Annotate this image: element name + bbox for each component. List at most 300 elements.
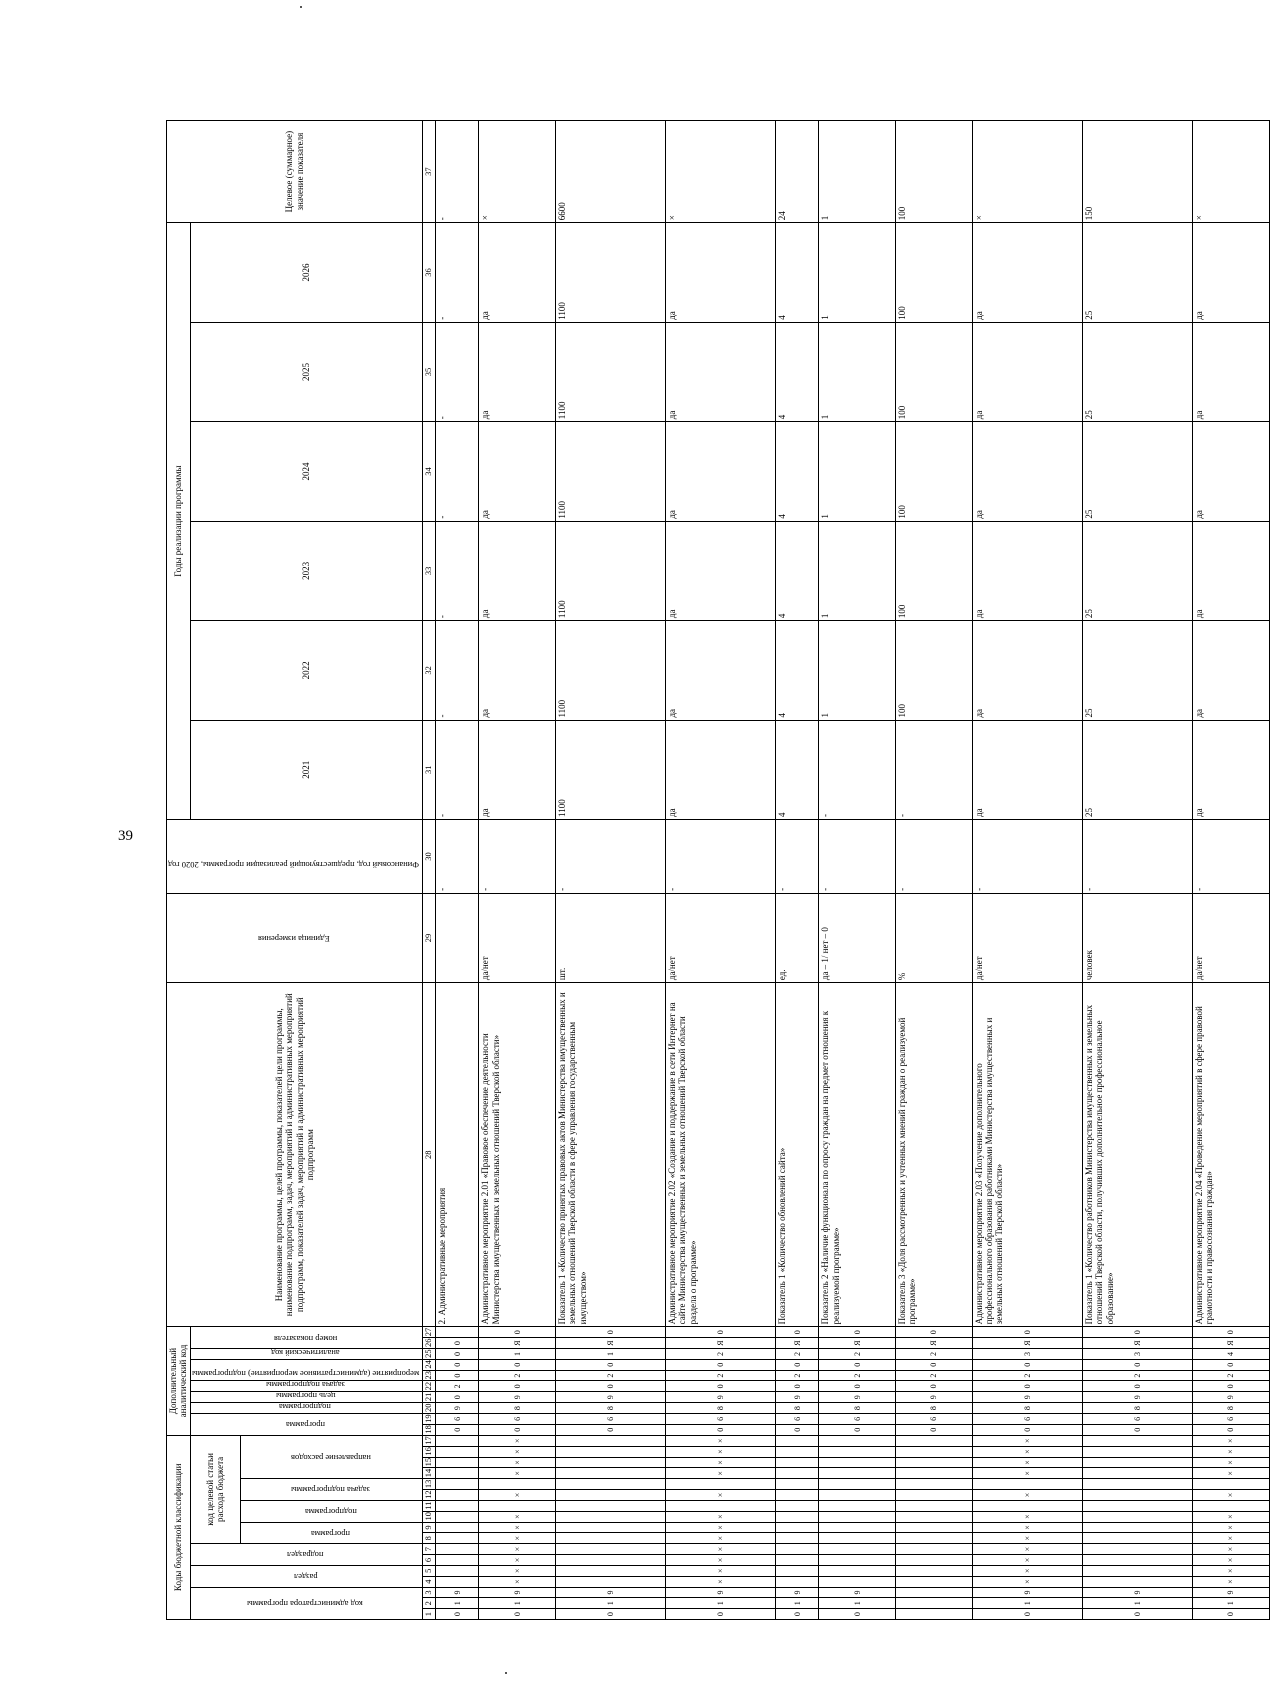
row-unit: % [896,893,973,982]
code-cell: 0 [1082,1327,1192,1338]
code-cell: × [666,1522,776,1533]
header-target: Целевое (суммарное) значение показателя [167,121,423,223]
code-cell: × [1192,1435,1269,1446]
row-name: Показатель 1 «Количество принятых правовых актов Министерства имущественных и земельных отношений Тверской области в сфере управления государственным имуществом» [555,983,665,1327]
row-name: Показатель 3 «Доля рассмотренных и учтенных мнений граждан о реализуемой программе» [896,983,973,1327]
code-cell [436,1565,479,1576]
code-cell: × [479,1435,556,1446]
code-cell [436,1555,479,1566]
row-unit: да/нет [972,893,1082,982]
code-cell [776,1435,819,1446]
row-year-value: 1 [819,521,896,620]
code-cell: 8 [555,1403,665,1414]
code-cell: × [479,1565,556,1576]
column-number: 2 [423,1598,436,1609]
code-cell [972,1500,1082,1511]
code-cell: 1 [1082,1598,1192,1609]
code-cell [896,1555,973,1566]
code-cell [1082,1511,1192,1522]
page-number: 39 [118,828,133,844]
row-year-value: 1 [819,621,896,720]
header-program: программа [241,1522,423,1544]
code-cell [555,1544,665,1555]
code-cell: × [1192,1468,1269,1479]
code-cell: × [666,1435,776,1446]
row-target: × [972,121,1082,223]
row-year-value: да [972,223,1082,323]
code-cell: 2 [1192,1370,1269,1381]
code-cell: 6 [436,1413,479,1424]
code-cell: × [972,1533,1082,1544]
row-year-value: - [436,720,479,819]
row-year-value: 25 [1082,621,1192,720]
row-name: Административное мероприятие 2.01 «Правовое обеспечение деятельности Министерства имущественных и земельных отношений Тверской области» [479,983,556,1327]
scan-mark [300,6,302,8]
code-cell: × [972,1435,1082,1446]
row-year-value: - [896,720,973,819]
row-target: × [1192,121,1269,223]
table-row [436,121,479,1620]
table-row [479,121,556,1620]
code-cell [555,1457,665,1468]
code-cell [1082,1457,1192,1468]
code-cell [1082,1490,1192,1501]
row-prev-year: - [819,819,896,893]
row-unit: да – 1/ нет – 0 [819,893,896,982]
row-year-value: 4 [776,720,819,819]
code-cell: × [479,1576,556,1587]
code-cell [555,1435,665,1446]
code-cell [436,1479,479,1490]
row-year-value: да [1192,223,1269,323]
code-cell: × [666,1533,776,1544]
row-year-value: 1 [819,223,896,323]
header-year-2023: 2023 [190,521,423,620]
code-cell: 0 [1192,1424,1269,1435]
code-cell: 0 [436,1370,479,1381]
code-cell: × [666,1490,776,1501]
code-cell: 0 [1082,1609,1192,1620]
row-year-value: да [666,322,776,421]
row-unit: да/нет [1192,893,1269,982]
code-cell: × [972,1555,1082,1566]
header-target-article: код целевой статьи расхода бюджета [190,1435,241,1544]
column-number: 21 [423,1392,436,1403]
row-prev-year: - [1082,819,1192,893]
row-name: Административное мероприятие 2.03 «Получение дополнительного профессионального образования работниками Министерства имущественных и земельных отношений Тверской области» [972,983,1082,1327]
code-cell: 0 [479,1381,556,1392]
code-cell: × [666,1457,776,1468]
code-cell: 9 [1082,1587,1192,1598]
code-cell [896,1576,973,1587]
code-cell [776,1490,819,1501]
code-cell: 0 [666,1327,776,1338]
code-cell [555,1576,665,1587]
header-years-title: Годы реализации программы [167,223,191,820]
code-cell: 6 [1192,1413,1269,1424]
row-year-value: 100 [896,223,973,323]
code-cell [1082,1500,1192,1511]
row-unit: ед. [776,893,819,982]
row-year-value: да [1192,720,1269,819]
code-cell [819,1555,896,1566]
code-cell [555,1555,665,1566]
code-cell: 4 [1192,1349,1269,1360]
code-cell: × [1192,1511,1269,1522]
column-number: 15 [423,1457,436,1468]
row-target: 24 [776,121,819,223]
code-cell: 2 [896,1370,973,1381]
code-cell: 0 [555,1424,665,1435]
code-cell [436,1522,479,1533]
column-number: 34 [423,422,436,521]
code-cell: 6 [972,1413,1082,1424]
column-number: 32 [423,621,436,720]
code-cell: 0 [436,1392,479,1403]
code-cell [436,1435,479,1446]
code-cell [896,1533,973,1544]
header-budget-codes: Коды бюджетной классификации [167,1435,191,1619]
code-cell [1192,1479,1269,1490]
code-cell: × [666,1576,776,1587]
row-name: Административное мероприятие 2.02 «Создание и поддержание в сети Интернет на сайте Министерства имущественных и земельных отношений Тверской области раздела о программе» [666,983,776,1327]
code-cell [436,1533,479,1544]
code-cell: × [479,1544,556,1555]
row-year-value: да [479,322,556,421]
code-cell: 8 [776,1403,819,1414]
code-cell: 1 [776,1598,819,1609]
code-cell [819,1565,896,1576]
code-cell [1082,1555,1192,1566]
code-cell: 0 [555,1359,665,1370]
code-cell: 9 [666,1392,776,1403]
code-cell [1082,1446,1192,1457]
code-cell: 0 [972,1381,1082,1392]
code-cell [896,1446,973,1457]
code-cell [1082,1565,1192,1576]
row-year-value: да [972,621,1082,720]
code-cell: 0 [896,1424,973,1435]
code-cell: 9 [819,1392,896,1403]
header-year-2024: 2024 [190,422,423,521]
code-cell: × [666,1468,776,1479]
row-prev-year: - [776,819,819,893]
column-number: 8 [423,1533,436,1544]
code-cell: 0 [436,1424,479,1435]
row-year-value: 4 [776,621,819,720]
column-number: 10 [423,1511,436,1522]
row-prev-year: - [896,819,973,893]
table-row [972,121,1082,1620]
row-target: × [479,121,556,223]
row-year-value: да [479,422,556,521]
code-cell: 0 [896,1359,973,1370]
row-year-value: да [1192,322,1269,421]
code-cell: 9 [479,1392,556,1403]
code-cell: × [1192,1555,1269,1566]
code-cell: 0 [436,1609,479,1620]
code-cell [1082,1479,1192,1490]
row-year-value: 25 [1082,521,1192,620]
code-cell [479,1500,556,1511]
table-row [776,121,819,1620]
code-cell: 2 [1082,1370,1192,1381]
code-cell [1082,1533,1192,1544]
code-cell: 0 [555,1327,665,1338]
column-number: 23 [423,1370,436,1381]
code-cell: 6 [776,1413,819,1424]
row-year-value: - [819,720,896,819]
code-cell: 2 [436,1381,479,1392]
code-cell [776,1576,819,1587]
row-year-value: 1100 [555,422,665,521]
row-target: 1 [819,121,896,223]
header-year-2025: 2025 [190,322,423,421]
row-name: Административное мероприятие 2.04 «Проведение мероприятий в сфере правовой грамотности и правосознания граждан» [1192,983,1269,1327]
code-cell: 6 [479,1413,556,1424]
code-cell: × [972,1511,1082,1522]
header-admin-event: мероприятие (административное мероприятие) подпрограммы [190,1359,423,1381]
column-number: 37 [423,121,436,223]
code-cell: 9 [666,1587,776,1598]
code-cell: 1 [555,1598,665,1609]
code-cell: × [479,1446,556,1457]
code-cell: × [972,1468,1082,1479]
header-subprogram-task: задача подпрограммы [241,1479,423,1501]
column-number: 4 [423,1576,436,1587]
header-indicator-number: номер показателя [190,1327,423,1349]
code-cell [1082,1522,1192,1533]
row-year-value: - [436,422,479,521]
column-number: 17 [423,1435,436,1446]
code-cell: 1 [972,1598,1082,1609]
code-cell: 0 [436,1359,479,1370]
code-cell [776,1555,819,1566]
code-cell [1192,1500,1269,1511]
column-number: 33 [423,521,436,620]
code-cell: Я [819,1338,896,1349]
code-cell: × [972,1544,1082,1555]
code-cell: Я [666,1338,776,1349]
code-cell: 2 [819,1349,896,1360]
code-cell [1082,1435,1192,1446]
header-section: раздел [190,1565,423,1587]
row-year-value: - [436,521,479,620]
code-cell: 9 [436,1403,479,1414]
code-cell [436,1446,479,1457]
code-cell [436,1544,479,1555]
code-cell: × [1192,1565,1269,1576]
code-cell: 0 [776,1327,819,1338]
column-number: 20 [423,1403,436,1414]
code-cell: × [972,1576,1082,1587]
row-year-value: 1100 [555,621,665,720]
code-cell: Я [555,1338,665,1349]
code-cell [819,1544,896,1555]
code-cell [776,1522,819,1533]
code-cell: 8 [1082,1403,1192,1414]
column-number: 13 [423,1479,436,1490]
header-subprogram-add: подпрограмма [190,1403,423,1414]
row-year-value: да [1192,521,1269,620]
code-cell [1082,1544,1192,1555]
code-cell: 2 [479,1370,556,1381]
code-cell [666,1479,776,1490]
code-cell [436,1500,479,1511]
code-cell: × [666,1544,776,1555]
code-cell: Я [1192,1338,1269,1349]
row-year-value: 4 [776,521,819,620]
code-cell [896,1479,973,1490]
column-number: 18 [423,1424,436,1435]
code-cell: 0 [1192,1609,1269,1620]
code-cell: 9 [896,1392,973,1403]
header-program-add: программа [190,1413,423,1435]
row-target: - [436,121,479,223]
code-cell [819,1468,896,1479]
code-cell [555,1565,665,1576]
code-cell [436,1511,479,1522]
code-cell [819,1446,896,1457]
code-cell: 0 [1192,1359,1269,1370]
column-number: 24 [423,1359,436,1370]
row-year-value: да [1192,422,1269,521]
code-cell [896,1500,973,1511]
column-number: 36 [423,223,436,323]
row-year-value: 25 [1082,223,1192,323]
code-cell [776,1565,819,1576]
row-unit: да/нет [479,893,556,982]
header-analytic-code: аналитический код [190,1349,423,1360]
column-number: 26 [423,1338,436,1349]
code-cell: 0 [819,1424,896,1435]
code-cell [819,1479,896,1490]
code-cell: 0 [819,1327,896,1338]
code-cell [555,1522,665,1533]
header-subsection: подраздел [190,1544,423,1566]
code-cell: Я [896,1338,973,1349]
row-year-value: - [436,223,479,323]
code-cell [776,1533,819,1544]
header-subprogram: подпрограмма [241,1500,423,1522]
code-cell: × [972,1457,1082,1468]
row-unit: шт. [555,893,665,982]
code-cell: 8 [479,1403,556,1414]
row-year-value: да [972,422,1082,521]
code-cell: 0 [819,1609,896,1620]
code-cell: 9 [972,1587,1082,1598]
row-year-value: 1 [819,322,896,421]
table-row [1082,121,1192,1620]
column-number: 35 [423,322,436,421]
table-row [1192,121,1269,1620]
code-cell: × [479,1468,556,1479]
code-cell: × [1192,1576,1269,1587]
column-number: 29 [423,893,436,982]
header-subprogram-task-add: задача подпрограммы [190,1381,423,1392]
code-cell [776,1468,819,1479]
code-cell: 1 [666,1598,776,1609]
row-year-value: 100 [896,621,973,720]
row-year-value: да [479,720,556,819]
code-cell: 0 [1082,1359,1192,1370]
row-target: 150 [1082,121,1192,223]
header-program-goal: цель программы [190,1392,423,1403]
column-number: 5 [423,1565,436,1576]
code-cell: 0 [666,1359,776,1370]
code-cell: 6 [819,1413,896,1424]
code-cell: × [972,1490,1082,1501]
column-number: 11 [423,1500,436,1511]
column-number: 3 [423,1587,436,1598]
header-unit: Единица измерения [167,893,423,982]
header-year-2022: 2022 [190,621,423,720]
code-cell [896,1565,973,1576]
code-cell [776,1457,819,1468]
header-spending-direction: направление расходов [241,1435,423,1479]
code-cell: × [479,1511,556,1522]
code-cell: 0 [972,1609,1082,1620]
code-cell: 3 [1082,1349,1192,1360]
code-cell [776,1446,819,1457]
code-cell: 0 [479,1424,556,1435]
column-number: 19 [423,1413,436,1424]
row-year-value: 1100 [555,223,665,323]
code-cell [896,1609,973,1620]
table-row [819,121,896,1620]
row-year-value: - [436,322,479,421]
code-cell [555,1490,665,1501]
code-cell: 0 [666,1424,776,1435]
code-cell: 0 [479,1609,556,1620]
row-year-value: 1100 [555,322,665,421]
code-cell: 8 [896,1403,973,1414]
code-cell: × [1192,1457,1269,1468]
code-cell: 9 [1192,1587,1269,1598]
program-table-wrapper [166,120,1236,1620]
code-cell: 0 [1192,1327,1269,1338]
row-year-value: 100 [896,322,973,421]
row-target: × [666,121,776,223]
code-cell: × [972,1446,1082,1457]
row-year-value: 25 [1082,720,1192,819]
code-cell: × [479,1490,556,1501]
header-year-2021: 2021 [190,720,423,819]
column-number: 25 [423,1349,436,1360]
code-cell: 0 [1192,1381,1269,1392]
code-cell: 0 [555,1609,665,1620]
row-prev-year: - [1192,819,1269,893]
code-cell [1082,1468,1192,1479]
code-cell: 9 [972,1392,1082,1403]
code-cell: 2 [666,1370,776,1381]
code-cell: 0 [896,1327,973,1338]
code-cell: × [1192,1544,1269,1555]
column-number: 30 [423,819,436,893]
code-cell [776,1500,819,1511]
code-cell: × [666,1511,776,1522]
code-cell: × [479,1457,556,1468]
code-cell: 9 [555,1392,665,1403]
code-cell: 0 [819,1359,896,1370]
row-year-value: 1 [819,422,896,521]
code-cell: 0 [819,1381,896,1392]
row-name: Показатель 1 «Количество обновлений сайта» [776,983,819,1327]
code-cell: 2 [776,1370,819,1381]
code-cell: 2 [555,1370,665,1381]
program-indicators-table [166,120,1270,1620]
row-name: Показатель 2 «Наличие функционала по опросу граждан на предмет отношения к реализуемой программе» [819,983,896,1327]
